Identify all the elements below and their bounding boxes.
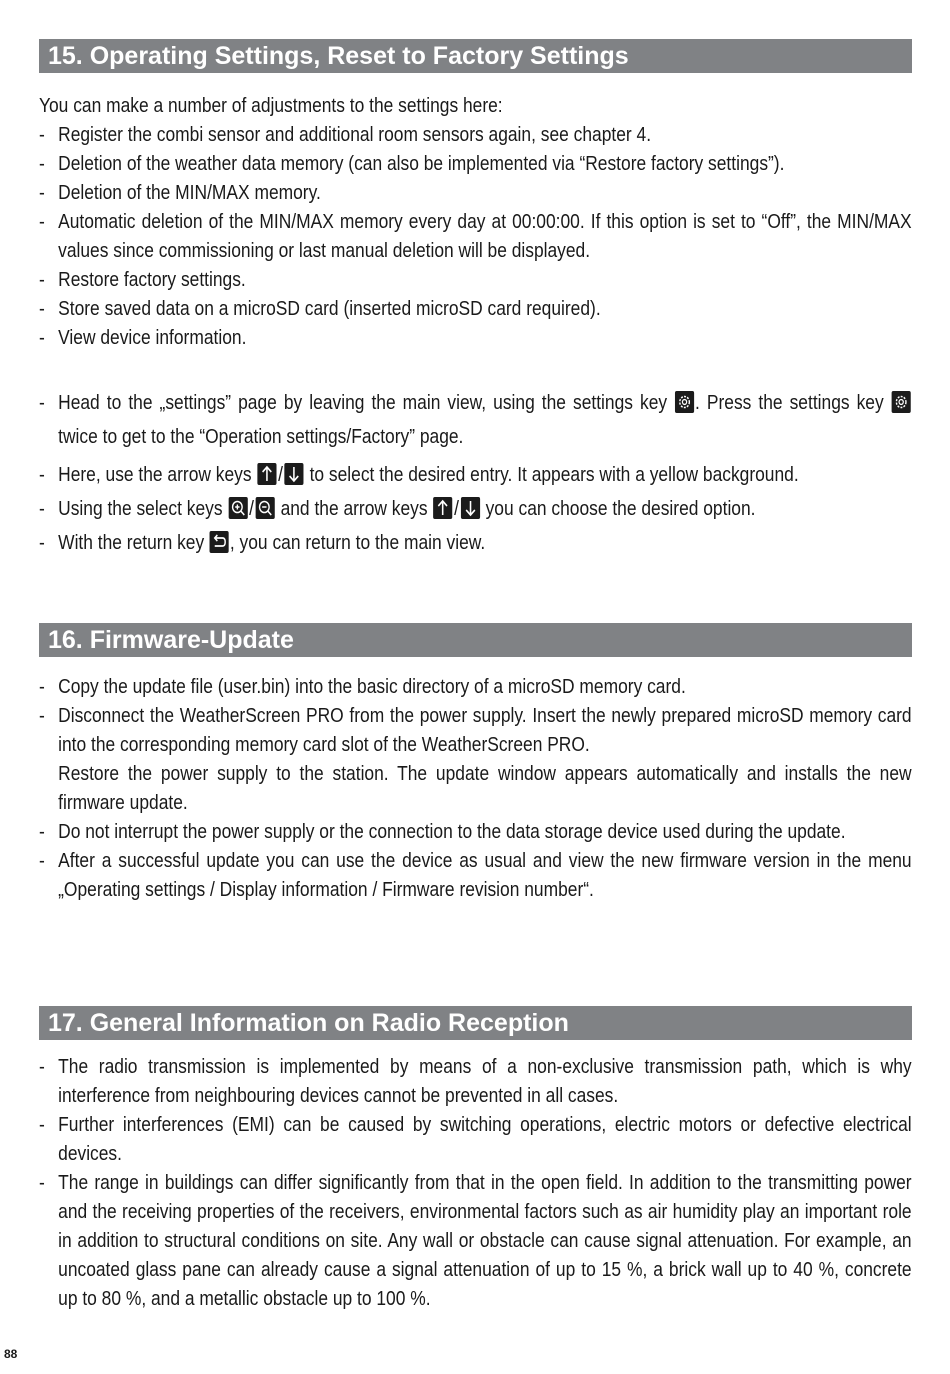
list-item: - Store saved data on a microSD card (inserted microSD card required). [39,298,601,320]
step-return-key: - With the return key , you can return to the main view. [39,532,486,554]
list-item: - Deletion of the MIN/MAX memory. [39,182,321,204]
list-item: - After a successful update you can use the device as usual and view the new firmware version in the menu „Operating settings / Display information / Firmware revision number“. [39,850,912,901]
step-select-keys: - Using the select keys / and the arrow keys / you can choose the desired option. [39,498,756,520]
return-key-icon [210,531,229,553]
list-item: - Automatic deletion of the MIN/MAX memory every day at 00:00:00. If this option is set to “Off”, the MIN/MAX values since commissioning or last manual deletion will be displayed. [39,211,912,262]
step-arrow-keys: - Here, use the arrow keys / to select the desired entry. It appears with a yellow background. [39,464,799,486]
zoom-out-key-icon [256,497,275,519]
list-item: - The range in buildings can differ significantly from that in the open field. In addition to the transmitting power and the receiving properties of the receivers, environmental factors such as air humidity play an important role in addition to structural conditions on site. Any wall or obstacle can cause signal attenuation. For example, an uncoated glass pane can already cause a signal attenuation of up to 15 %, a brick wall up to 40 %, concrete up to 80 %, and a metallic obstacle up to 100 %. [39,1172,912,1310]
list-item: - Disconnect the WeatherScreen PRO from the power supply. Insert the newly prepared microSD memory card into the corresponding memory card slot of the WeatherScreen PRO. Restore the power supply to the station. The update window appears automatically and installs the new firmware update. [39,705,912,814]
intro-text: You can make a number of adjustments to the settings here: [39,95,503,117]
zoom-in-key-icon [228,497,247,519]
arrow-down-key-icon [285,463,304,485]
section-16-heading: 16. Firmware-Update [39,623,912,657]
settings-key-icon [892,391,911,413]
list-item: - View device information. [39,327,247,349]
settings-key-icon [675,391,694,413]
list-item: - Deletion of the weather data memory (can also be implemented via “Restore factory settings”). [39,153,785,175]
section-15-body [39,92,912,560]
arrow-down-key-icon [461,497,480,519]
list-item: - Do not interrupt the power supply or the connection to the data storage device used during the update. [39,821,846,843]
list-item: - Register the combi sensor and additional room sensors again, see chapter 4. [39,124,652,146]
list-item: - Restore factory settings. [39,269,246,291]
list-item: - Further interferences (EMI) can be caused by switching operations, electric motors or defective electrical devices. [39,1114,912,1165]
section-16-body [39,673,912,905]
list-item: - The radio transmission is implemented by means of a non-exclusive transmission path, which is why interference from neighbouring devices cannot be prevented in all cases. [39,1056,912,1107]
step-settings: - Head to the „settings” page by leaving the main view, using the settings key . Press the settings key twice to get to the “Operation settings/Factory” page. [39,386,912,454]
section-17-heading: 17. General Information on Radio Reception [39,1006,912,1040]
section-15-heading: 15. Operating Settings, Reset to Factory Settings [39,39,912,73]
page-number: 88 [4,1347,18,1361]
arrow-up-key-icon [257,463,276,485]
arrow-up-key-icon [433,497,452,519]
list-item: - Copy the update file (user.bin) into the basic directory of a microSD memory card. [39,676,686,698]
section-17-body [39,1053,912,1314]
